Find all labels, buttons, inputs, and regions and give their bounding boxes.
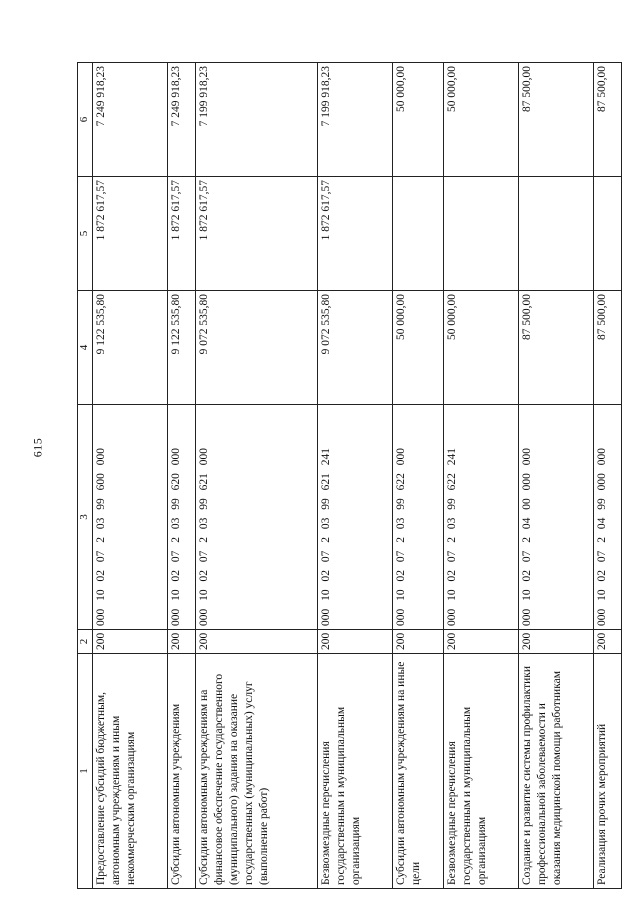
row-grbs: 200 xyxy=(195,630,317,654)
row-federal: 1 872 617,57 xyxy=(195,177,317,291)
header-col-4: 4 xyxy=(78,291,93,405)
table-row xyxy=(93,63,168,889)
row-grbs: 200 xyxy=(317,630,392,654)
page-number: 615 xyxy=(30,437,45,458)
row-name: Субсидии автономным учреждениям на финансовое обеспечение государственного (муниципального) задания на оказание государственных (муниципальных) услуг (выполнение работ) xyxy=(195,654,317,889)
rotated-table-container xyxy=(77,63,622,889)
row-total: 9 122 535,80 xyxy=(93,291,168,405)
table-row xyxy=(167,63,195,889)
row-grbs: 200 xyxy=(93,630,168,654)
row-regional: 7 249 918,23 xyxy=(93,63,168,177)
row-code: 000 10 02 07 2 03 99 620 000 xyxy=(167,405,195,630)
row-name: Безвозмездные перечисления государственным и муниципальным организациям xyxy=(444,654,519,889)
table-row xyxy=(518,63,593,889)
row-federal xyxy=(593,177,621,291)
row-federal: 1 872 617,57 xyxy=(317,177,392,291)
table-row xyxy=(317,63,392,889)
row-code: 000 10 02 07 2 04 00 000 000 xyxy=(518,405,593,630)
table-row xyxy=(593,63,621,889)
header-col-5: 5 xyxy=(78,177,93,291)
row-name: Безвозмездные перечисления государственным и муниципальным организациям xyxy=(317,654,392,889)
row-regional: 50 000,00 xyxy=(392,63,443,177)
row-total: 9 122 535,80 xyxy=(167,291,195,405)
row-name: Субсидии автономным учреждениям xyxy=(167,654,195,889)
row-grbs: 200 xyxy=(392,630,443,654)
row-regional: 7 199 918,23 xyxy=(317,63,392,177)
row-federal xyxy=(518,177,593,291)
row-federal: 1 872 617,57 xyxy=(167,177,195,291)
row-name: Субсидии автономным учреждениям на иные цели xyxy=(392,654,443,889)
row-total: 87 500,00 xyxy=(593,291,621,405)
row-total: 87 500,00 xyxy=(518,291,593,405)
row-total: 50 000,00 xyxy=(444,291,519,405)
header-col-2: 2 xyxy=(78,630,93,654)
row-code: 000 10 02 07 2 03 99 622 000 xyxy=(392,405,443,630)
row-grbs: 200 xyxy=(444,630,519,654)
row-code: 000 10 02 07 2 04 99 000 000 xyxy=(593,405,621,630)
row-total: 9 072 535,80 xyxy=(195,291,317,405)
row-name: Создание и развитие системы профилактики профессиональной заболеваемости и оказания медицинской помощи работникам xyxy=(518,654,593,889)
row-grbs: 200 xyxy=(518,630,593,654)
header-col-3: 3 xyxy=(78,405,93,630)
row-regional: 7 249 918,23 xyxy=(167,63,195,177)
row-name: Предоставление субсидий бюджетным, автономным учреждениям и иным некоммерческим организациям xyxy=(93,654,168,889)
row-total: 50 000,00 xyxy=(392,291,443,405)
row-regional: 7 199 918,23 xyxy=(195,63,317,177)
row-grbs: 200 xyxy=(167,630,195,654)
row-name: Реализация прочих мероприятий xyxy=(593,654,621,889)
header-row xyxy=(78,63,93,889)
row-grbs: 200 xyxy=(593,630,621,654)
row-regional: 50 000,00 xyxy=(444,63,519,177)
row-regional: 87 500,00 xyxy=(593,63,621,177)
row-federal xyxy=(392,177,443,291)
row-code: 000 10 02 07 2 03 99 621 241 xyxy=(317,405,392,630)
header-col-6: 6 xyxy=(78,63,93,177)
table-row xyxy=(444,63,519,889)
row-federal: 1 872 617,57 xyxy=(93,177,168,291)
row-code: 000 10 02 07 2 03 99 600 000 xyxy=(93,405,168,630)
table-row xyxy=(195,63,317,889)
row-code: 000 10 02 07 2 03 99 622 241 xyxy=(444,405,519,630)
table-row xyxy=(392,63,443,889)
row-total: 9 072 535,80 xyxy=(317,291,392,405)
budget-table xyxy=(77,62,622,889)
row-federal xyxy=(444,177,519,291)
header-col-1: 1 xyxy=(78,654,93,889)
row-code: 000 10 02 07 2 03 99 621 000 xyxy=(195,405,317,630)
row-regional: 87 500,00 xyxy=(518,63,593,177)
